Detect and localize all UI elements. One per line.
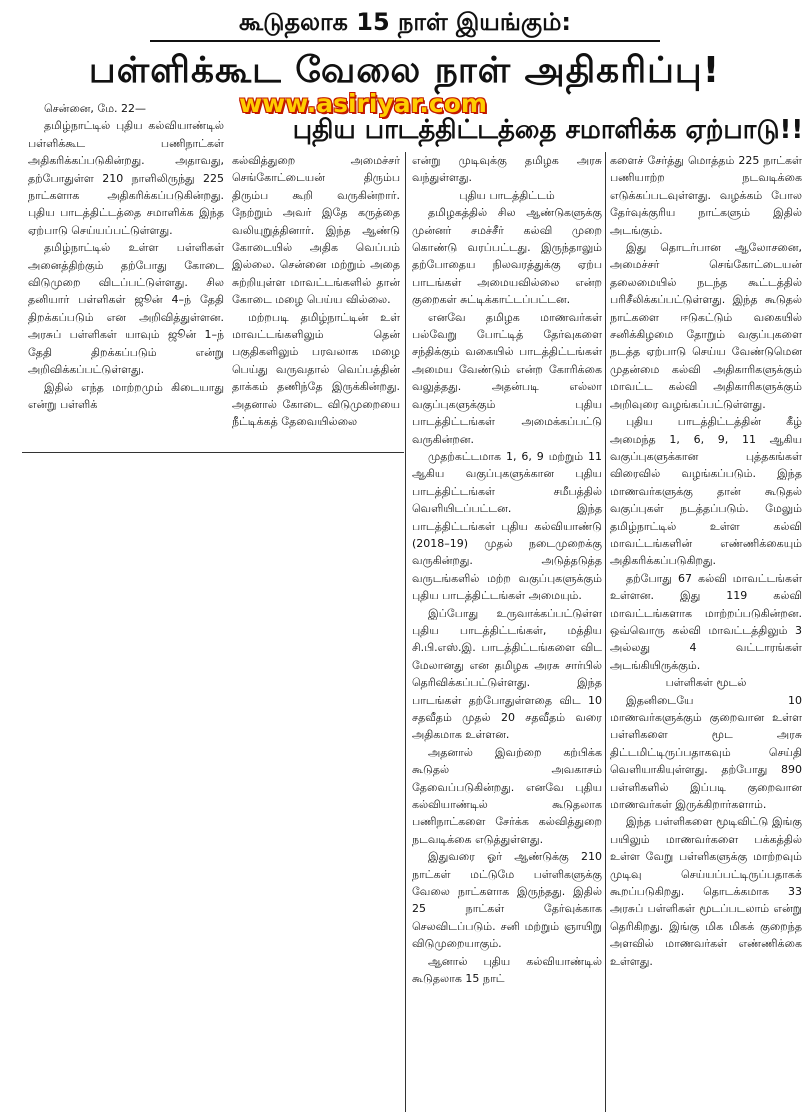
paragraph: தமிழ்நாட்டில் புதிய கல்வியாண்டில் பள்ளிக்கூட பணிநாட்கள் அதிகரிக்கப்படுகின்றது. அதாவது, தற்போதுள்ள 210 நாளிலிருந்து 225 நாட்களாக அதிகரிக்கப்படுகின்றது. புதிய பாடத்திட்டத்தை சமாளிக்க இந்த ஏற்பாடு செய்யப்பட்டுள்ளது.: [28, 119, 224, 237]
paragraph: இது தொடர்பான ஆலோசனை, அமைச்சர் செங்கோட்டையன் தலைமையில் நடந்த கூட்டத்தில் பரிசீலிக்கப்பட்டுள்ளது. இந்த கூடுதல் நாட்களை ஈடுகட்டும் வகையில் சனிக்கிழமை தோறும் வகுப்புகளை நடத்த ஏற்பாடு செய்ய வேண்டுமென முதன்மை கல்வி அதிகாரிகளுக்கும் மாவட்ட கல்வி அதிகாரிகளுக்கும் அறிவுரை வழங்கப்பட்டுள்ளது.: [610, 241, 802, 411]
paragraph: மற்றபடி தமிழ்நாட்டின் உள் மாவட்டங்களிலும் தென் பகுதிகளிலும் பரவலாக மழை பெய்து வருவதால் வெப்பத்தின் தாக்கம் தணிந்தே இருக்கின்றது. அதனால் கோடை விடுமுறையை நீட்டிக்கத் தேவையில்லை: [232, 310, 400, 429]
paragraph: புதிய பாடத்திட்டத்தின் கீழ் அமைந்த 1, 6, 9, 11 ஆகிய வகுப்புகளுக்கான புத்தகங்கள் விரைவில் வழங்கப்படும். இந்த மாணவர்களுக்கு தான் கூடுதல் வகுப்புகள் நடத்தப்படும். மேலும் தமிழ்நாட்டில் உள்ள கல்வி மாவட்டங்களின் எண்ணிக்கையும் அதிகரிக்கப்படுகிறது.: [610, 415, 802, 568]
main-headline: பள்ளிக்கூட வேலை நாள் அதிகரிப்பு!: [88, 50, 721, 91]
column-divider: [405, 152, 406, 1112]
column-1: [28, 100, 224, 448]
column-3: [412, 152, 602, 1112]
paragraph: என்று முடிவுக்கு தமிழக அரசு வந்துள்ளது.: [412, 154, 602, 185]
paragraph: களைச் சேர்த்து மொத்தம் 225 நாட்கள் பணியாற்ற நடவடிக்கை எடுக்கப்படவுள்ளது. வழக்கம் போல தேர்வுக்குரிய நாட்களும் இதில் அடங்கும்.: [610, 154, 802, 237]
paragraph: இதுவரை ஓர் ஆண்டுக்கு 210 நாட்கள் மட்டுமே பள்ளிகளுக்கு வேலை நாட்களாக இருந்தது. இதில் 25 நாட்கள் தேர்வுக்காக செலவிடப்படும். சனி மற்றும் ஞாயிறு விடுமுறையாகும்.: [412, 850, 602, 951]
paragraph: இதனிடையே 10 மாணவர்களுக்கும் குறைவான உள்ள பள்ளிகளை மூட அரசு திட்டமிட்டிருப்பதாகவும் செய்தி வெளியாகியுள்ளது. தற்போது 890 பள்ளிகளில் இப்படி குறைவான மாணவர்கள் இருக்கிறார்களாம்.: [610, 693, 802, 812]
paragraph: முதற்கட்டமாக 1, 6, 9 மற்றும் 11 ஆகிய வகுப்புகளுக்கான புதிய பாடத்திட்டங்கள் சமீபத்தில் வெளியிடப்பட்டன. இந்த பாடத்திட்டங்கள் புதிய கல்வியாண்டு (2018–19) முதல் நடைமுறைக்கு வருகின்றது. அடுத்தடுத்த வருடங்களில் மற்ற வகுப்புகளுக்கும் புதிய பாடத்திட்டங்கள் அமையும்.: [412, 449, 602, 603]
section-divider: [22, 452, 404, 453]
sub-headline: புதிய பாடத்திட்டத்தை சமாளிக்க ஏற்பாடு!!: [292, 115, 804, 145]
paragraph: எனவே தமிழக மாணவர்கள் பல்வேறு போட்டித் தேர்வுகளை சந்திக்கும் வகையில் பாடத்திட்டங்கள் அமைய வேண்டும் என்ற கோரிக்கை வலுத்தது. அதன்படி எல்லா வகுப்புகளுக்கும் புதிய பாடத்திட்டங்கள் அமைக்கப்பட்டு வருகின்றன.: [412, 310, 602, 446]
paragraph: தமிழகத்தில் சில ஆண்டுகளுக்கு முன்னர் சமச்சீர் கல்வி முறை கொண்டு வரப்பட்டது. இருந்தாலும் தற்போதைய நிலவரத்துக்கு ஏற்ப பாடங்கள் அமையவில்லை என்ற குறைகள் சுட்டிக்காட்டப்பட்டன.: [412, 206, 602, 307]
paragraph: இந்த பள்ளிகளை மூடிவிட்டு இங்கு பயிலும் மாணவர்களை பக்கத்தில் உள்ள வேறு பள்ளிகளுக்கு மாற்றவும் முடிவு செய்யப்பட்டிருப்பதாகக் கூறப்படுகிறது. தொடக்கமாக 33 அரசுப் பள்ளிகள் மூடப்படலாம் என்று தெரிகிறது. இங்கு மிக மிகக் குறைந்த அளவில் மாணவர்கள் எண்ணிக்கை உள்ளது.: [610, 815, 802, 968]
paragraph: இதில் எந்த மாற்றமும் கிடையாது என்று பள்ளிக்: [28, 380, 224, 411]
column-2: [232, 152, 400, 452]
paragraph: அதனால் இவற்றை கற்பிக்க கூடுதல் அவகாசம் தேவைப்படுகின்றது. எனவே புதிய கல்வியாண்டில் கூடுதலாக பணிநாட்களை சேர்க்க கல்வித்துறை நடவடிக்கை எடுத்துள்ளது.: [412, 745, 602, 846]
subheading: பள்ளிகள் மூடல்: [665, 676, 747, 690]
kicker-headline: கூடுதலாக 15 நாள் இயங்கும்:: [150, 4, 660, 42]
column-divider: [605, 152, 606, 1112]
paragraph: இப்போது உருவாக்கப்பட்டுள்ள புதிய பாடத்திட்டங்கள், மத்திய சி.பி.எஸ்.இ. பாடத்திட்டங்களை விட மேலானது என தமிழக அரசு சார்பில் தெரிவிக்கப்பட்டுள்ளது. இந்த பாடங்கள் தற்போதுள்ளதை விட 10 சதவீதம் முதல் 20 சதவீதம் வரை அதிகமாக உள்ளன.: [412, 606, 602, 742]
paragraph: ஆனால் புதிய கல்வியாண்டில் கூடுதலாக 15 நாட்: [412, 954, 602, 986]
dateline: சென்னை, மே. 22—: [44, 102, 147, 115]
paragraph: கல்வித்துறை அமைச்சர் செங்கோட்டையன் திரும்ப திரும்ப கூறி வருகின்றார். நேற்றும் அவர் இதே கருத்தை வலியுறுத்தினார். இந்த ஆண்டு கோடையில் அதிக வெப்பம் இல்லை. சென்னை மற்றும் அதை சுற்றியுள்ள மாவட்டங்களில் தான் கோடை மழை பெய்ய வில்லை.: [232, 154, 400, 307]
paragraph: தற்போது 67 கல்வி மாவட்டங்கள் உள்ளன. இது 119 கல்வி மாவட்டங்களாக மாற்றப்படுகின்றன. ஒவ்வொரு கல்வி மாவட்டத்திலும் 3 அல்லது 4 வட்டாரங்கள் அடங்கியிருக்கும்.: [610, 571, 802, 672]
paragraph: [28, 100, 224, 117]
subheading: புதிய பாடத்திட்டம்: [459, 188, 555, 202]
paragraph: தமிழ்நாட்டில் உள்ள பள்ளிகள் அனைத்திற்கும் தற்போது கோடை விடுமுறை விடப்பட்டுள்ளது. சில தனியார் பள்ளிகள் ஜூன் 4–ந் தேதி திறக்கப்படும் என அறிவித்துள்ளன. அரசுப் பள்ளிகள் யாவும் ஜூன் 1–ந் தேதி திறக்கப்படும் என்று அறிவிக்கப்பட்டுள்ளது.: [28, 241, 224, 377]
watermark-logo: www.asiriyar.com: [239, 89, 487, 118]
column-4: [610, 152, 802, 1112]
